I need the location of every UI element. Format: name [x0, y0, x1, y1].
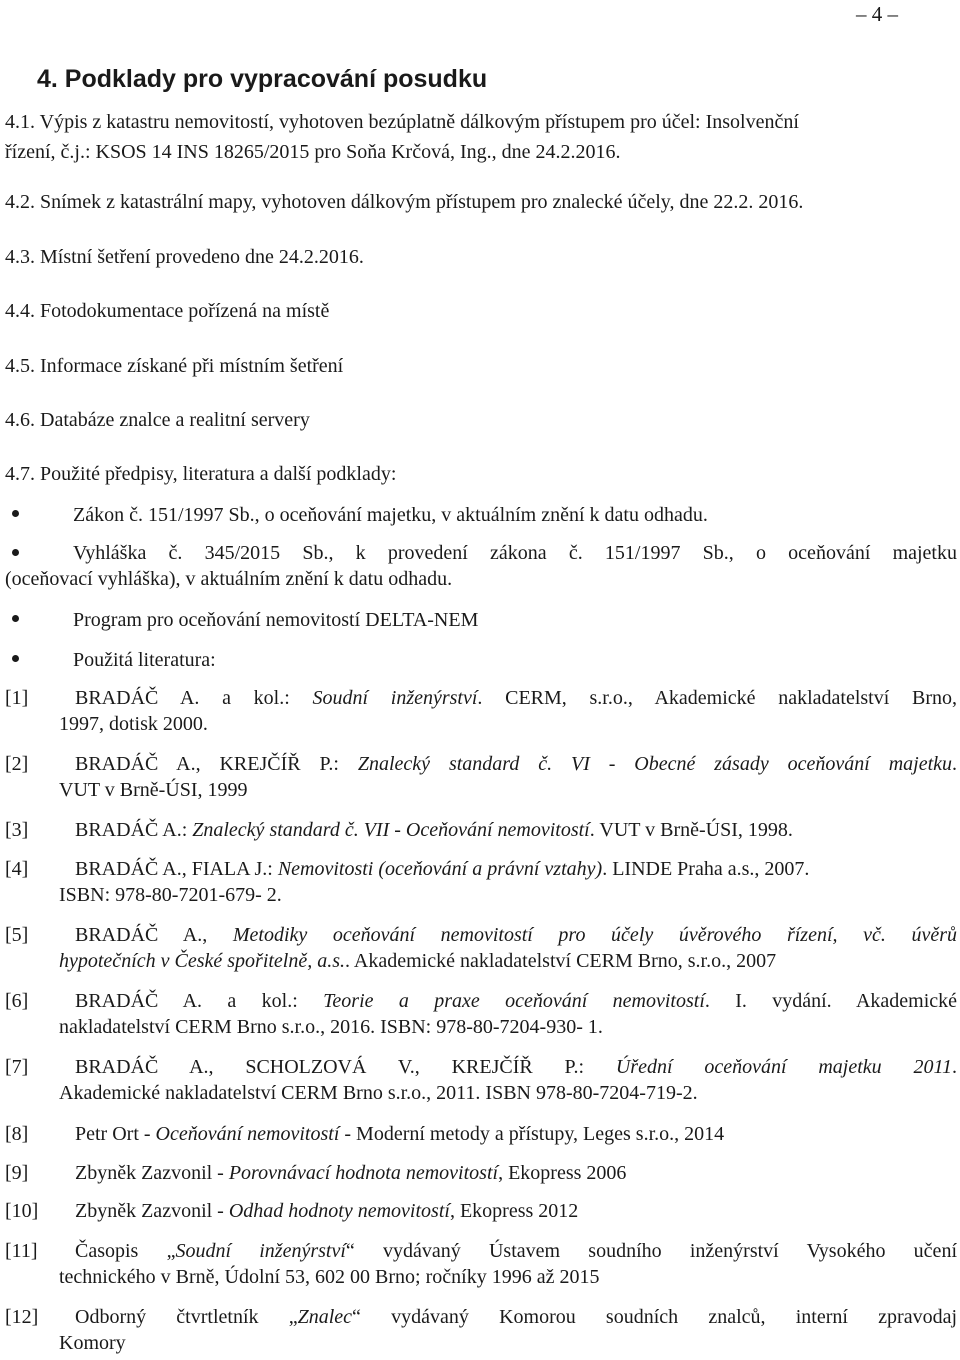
reference-authors: BRADÁČ A. a kol.:: [75, 990, 324, 1012]
reference-publisher: .: [952, 753, 958, 775]
reference-publisher: . VUT v Brně-ÚSI, 1998.: [589, 819, 793, 841]
item-4-6: 4.6. Databáze znalce a realitní servery: [5, 409, 310, 431]
reference-publisher: , Ekopress 2006: [498, 1162, 627, 1184]
reference-authors: BRADÁČ A. a kol.:: [75, 687, 313, 709]
reference-line-2: VUT v Brně-ÚSI, 1999: [59, 779, 248, 801]
item-4-1-line-2: řízení, č.j.: KSOS 14 INS 18265/2015 pro Soňa Krčová, Ing., dne 24.2.2016.: [5, 141, 621, 163]
bullet-dot: [12, 510, 19, 517]
item-4-7: 4.7. Použité předpisy, literatura a další podklady:: [5, 463, 397, 485]
bullet-item-decree: [5, 540, 957, 592]
reference-title-continued: hypotečních v České spořitelně, a.s.: [59, 950, 346, 972]
reference-line-2: 1997, dotisk 2000.: [59, 713, 208, 735]
reference-publisher: . Akademické nakladatelství CERM Brno, s.r.o., 2007: [345, 950, 777, 972]
reference-5: [5, 922, 957, 974]
reference-number: [2]: [5, 753, 29, 775]
reference-authors: Zbyněk Zazvonil -: [75, 1200, 229, 1222]
reference-title: Metodiky oceňování nemovitostí pro účely úvěrového řízení, vč. úvěrů: [232, 924, 957, 946]
reference-7: [5, 1054, 957, 1106]
reference-number: [9]: [5, 1162, 29, 1184]
reference-title: Odhad hodnoty nemovitostí: [228, 1200, 450, 1222]
reference-number: [6]: [5, 990, 29, 1012]
reference-number: [4]: [5, 858, 29, 880]
reference-3: [5, 817, 957, 843]
reference-authors: Odborný čtvrtletník „: [75, 1306, 298, 1328]
reference-title: Oceňování nemovitostí: [155, 1123, 340, 1145]
bullet-item-law: Zákon č. 151/1997 Sb., o oceňování majetku, v aktuálním znění k datu odhadu.: [73, 504, 708, 526]
reference-authors: BRADÁČ A., SCHOLZOVÁ V., KREJČÍŘ P.:: [75, 1056, 616, 1078]
reference-title: Znalecký standard č. VI - Obecné zásady oceňování majetku: [357, 753, 953, 775]
reference-title: Znalec: [297, 1306, 353, 1328]
reference-title: Znalecký standard č. VII - Oceňování nemovitostí: [192, 819, 590, 841]
bullet-item-decree-line-1: Vyhláška č. 345/2015 Sb., k provedení zákona č. 151/1997 Sb., o oceňování majetku: [73, 542, 957, 564]
reference-9: [5, 1160, 957, 1186]
bullet-dot: [12, 655, 19, 662]
reference-title: Teorie a praxe oceňování nemovitostí: [323, 990, 705, 1012]
reference-authors: BRADÁČ A., KREJČÍŘ P.:: [75, 753, 358, 775]
reference-publisher: - Moderní metody a přístupy, Leges s.r.o., 2014: [339, 1123, 725, 1145]
reference-12: [5, 1304, 957, 1356]
reference-authors: BRADÁČ A.,: [75, 924, 233, 946]
reference-6: [5, 988, 957, 1040]
reference-2: [5, 751, 957, 803]
reference-publisher: . LINDE Praha a.s., 2007.: [602, 858, 810, 880]
reference-10: [5, 1198, 957, 1224]
bullet-dot: [12, 615, 19, 622]
bullet-item-program: Program pro oceňování nemovitostí DELTA-NEM: [73, 609, 479, 631]
reference-number: [3]: [5, 819, 29, 841]
reference-line-2: nakladatelství CERM Brno s.r.o., 2016. ISBN: 978-80-7204-930- 1.: [59, 1016, 603, 1038]
reference-authors: Zbyněk Zazvonil -: [75, 1162, 229, 1184]
reference-publisher: . I. vydání. Akademické: [704, 990, 958, 1012]
page-number: – 4 –: [856, 2, 898, 26]
reference-authors: Časopis „: [75, 1240, 176, 1262]
reference-1: [5, 685, 957, 737]
reference-number: [5]: [5, 924, 29, 946]
reference-title: Úřední oceňování majetku 2011: [615, 1056, 952, 1078]
reference-title: Soudní inženýrství: [175, 1240, 346, 1262]
reference-line-2: technického v Brně, Údolní 53, 602 00 Brno; ročníky 1996 až 2015: [59, 1266, 600, 1288]
reference-number: [12]: [5, 1306, 39, 1328]
item-4-4: 4.4. Fotodokumentace pořízená na místě: [5, 300, 330, 322]
reference-publisher: .: [952, 1056, 957, 1078]
item-4-3: 4.3. Místní šetření provedeno dne 24.2.2016.: [5, 246, 364, 268]
reference-8: [5, 1121, 957, 1147]
reference-number: [1]: [5, 687, 29, 709]
bullet-item-literature: Použitá literatura:: [73, 649, 216, 671]
reference-authors: BRADÁČ A.:: [75, 819, 193, 841]
reference-number: [7]: [5, 1056, 29, 1078]
reference-publisher: , Ekopress 2012: [449, 1200, 579, 1222]
item-4-5: 4.5. Informace získané při místním šetření: [5, 355, 344, 377]
reference-number: [11]: [5, 1240, 38, 1262]
reference-publisher: . CERM, s.r.o., Akademické nakladatelství Brno,: [477, 687, 957, 709]
reference-line-2: Komory: [59, 1332, 126, 1354]
reference-11: [5, 1238, 957, 1290]
reference-publisher: “ vydávaný Ústavem soudního inženýrství Vysokého učení: [345, 1240, 957, 1262]
reference-number: [8]: [5, 1123, 29, 1145]
reference-publisher: “ vydávaný Komorou soudních znalců, interní zpravodaj: [352, 1306, 957, 1328]
reference-authors: Petr Ort -: [75, 1123, 156, 1145]
reference-number: [10]: [5, 1200, 39, 1222]
section-heading: 4. Podklady pro vypracování posudku: [37, 65, 488, 93]
item-4-1-line-1: 4.1. Výpis z katastru nemovitostí, vyhotoven bezúplatně dálkovým přístupem pro účel: Insolvenční: [5, 111, 799, 133]
reference-title: Porovnávací hodnota nemovitostí: [228, 1162, 499, 1184]
reference-authors: BRADÁČ A., FIALA J.:: [75, 858, 278, 880]
reference-title: Nemovitosti (oceňování a právní vztahy): [277, 858, 603, 880]
reference-line-2: ISBN: 978-80-7201-679- 2.: [59, 884, 282, 906]
item-4-2: 4.2. Snímek z katastrální mapy, vyhotoven dálkovým přístupem pro znalecké účely, dne 22.2. 2016.: [5, 191, 804, 213]
reference-4: [5, 856, 957, 908]
reference-title: Soudní inženýrství: [312, 687, 478, 709]
bullet-item-decree-line-2: (oceňovací vyhláška), v aktuálním znění k datu odhadu.: [5, 568, 453, 590]
reference-line-2: Akademické nakladatelství CERM Brno s.r.o., 2011. ISBN 978-80-7204-719-2.: [59, 1082, 698, 1104]
